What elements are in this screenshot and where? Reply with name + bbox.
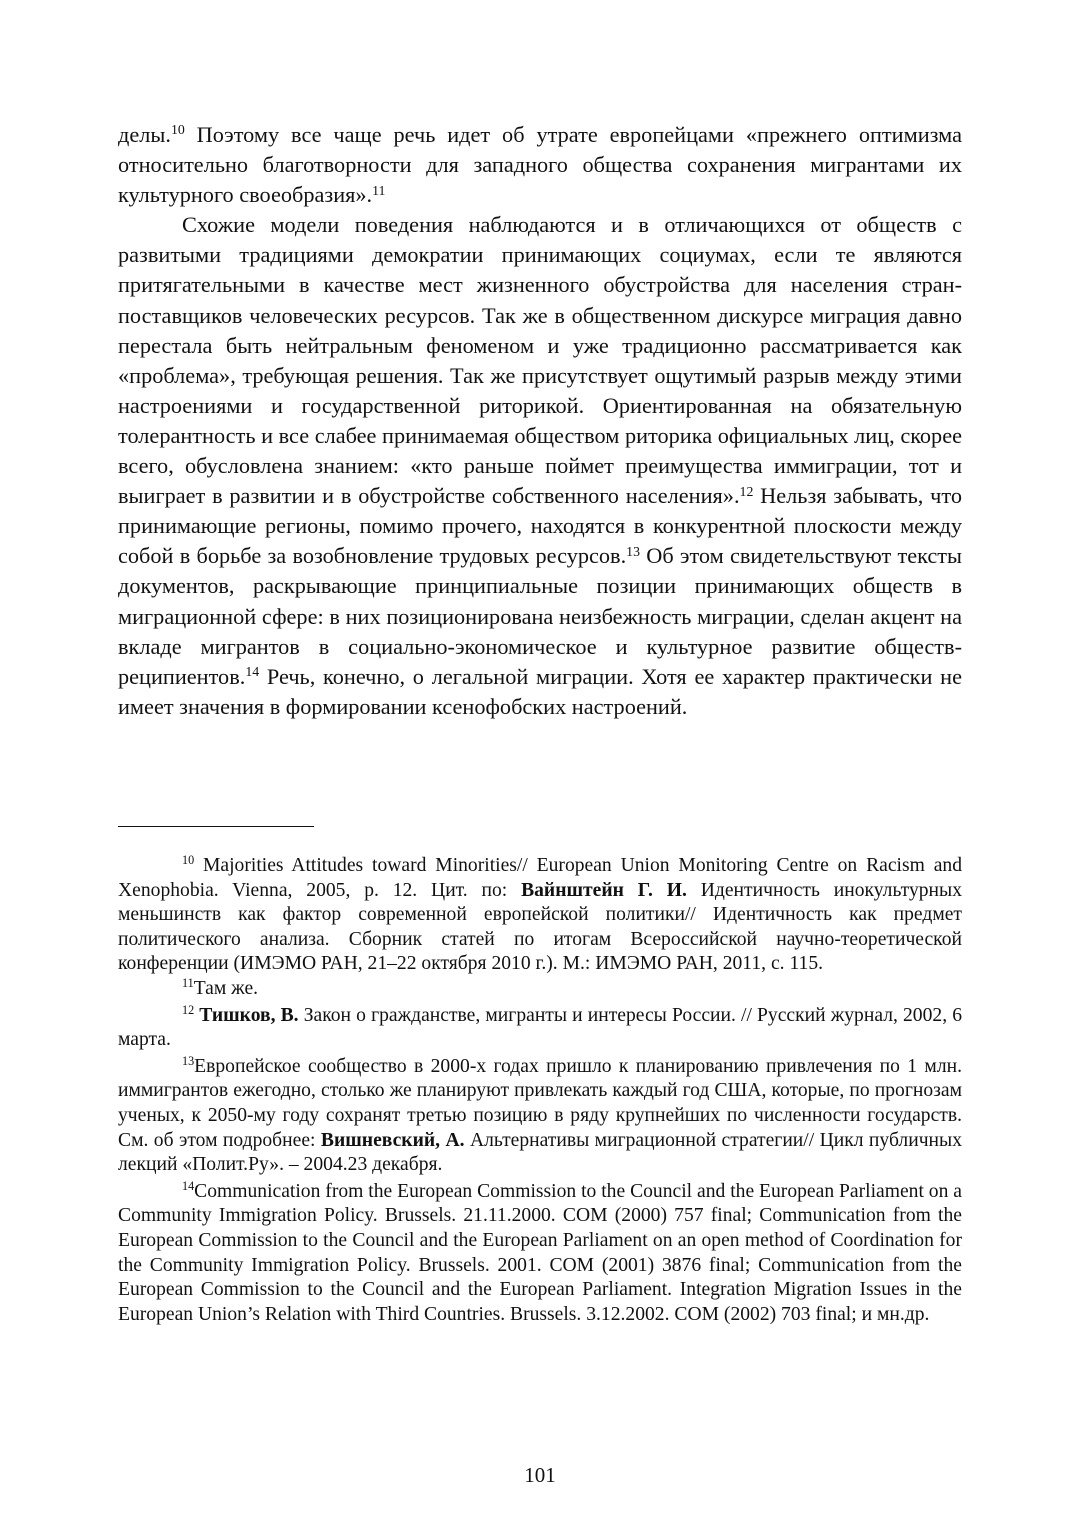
footnote-13: $^{13}$Европейское сообщество в 2000-х годах пришло к планированию привлечения по 1 млн. иммигрантов ежегодно, столько же планируют привлекать каждый год США, которые, по прогнозам ученых, к 2050-му году сохранят третью позицию в ряду крупнейших по численности государств. См. об этом подробнее: Вишневский, А. Альтернативы миграционной стратегии// Цикл публичных лекций «Полит.Ру». – 2004.23 декабря. [118, 1054, 963, 1176]
footnote-12: $^{12}$ Тишков, В. Закон о гражданстве, мигранты и интересы России. // Русский журнал, 2002, 6 марта. [118, 1002, 963, 1051]
footnote-ref-13: 13 [626, 543, 640, 559]
footnote-10: $^{10}$ Majorities Attitudes toward Minorities// European Union Monitoring Centre on Racism and Xenophobia. Vienna, 2005, p. 12. Цит. по: Вайнштейн Г. И. Идентичность инокультурных меньшинств как фактор современной европейской политики// Идентичность как предмет политического анализа. Сборник статей по итогам Всероссийской научно-теоретической конференции (ИМЭМО РАН, 21–22 октября 2010 г.). М.: ИМЭМО РАН, 2011, с. 115. [118, 853, 962, 975]
footnote-ref-10: 10 [170, 122, 185, 138]
author-name: Вишневский, А. [320, 1129, 465, 1151]
footnote-14: $^{14}$Communication from the European Commission to the Council and the European Parliament on a Community Immigration Policy. Brussels. 21.11.2000. COM (2000) 757 final; Communication from the European Commission to the Council and the European Parliament on an open method of Coordination for the Community Immigration Policy. Brussels. 2001. COM (2001) 3876 final; Communication from the European Commission to the Council and the European Parliament. Integration Migration Issues in the European Union’s Relation with Third Countries. Brussels. 3.12.2002. COM (2002) 703 final; и мн.др. [118, 1179, 962, 1325]
paragraph-1: делы.$^{10}$ Поэтому все чаще речь идет об утрате европейцами «прежнего оптимизма относительно благотворности для западного общества сохранения мигрантами их культурного своеобразия».$^{11}$ [118, 122, 962, 208]
footnote-ref-11: 11 [372, 182, 386, 198]
author-name: Вайнштейн Г. И. [521, 879, 687, 901]
page-number: 101 [524, 1463, 556, 1487]
footnote-separator [118, 826, 314, 827]
footnote-11: $^{11}$Там же. [182, 976, 259, 999]
footnote-ref-12: 12 [739, 483, 754, 499]
footnote-ref-14: 14 [245, 664, 260, 680]
author-name: Тишков, В. [194, 1004, 299, 1026]
main-text [118, 120, 962, 722]
paragraph-2: Схожие модели поведения наблюдаются и в отличающихся от обществ с развитыми традициями демократии принимающих социумах, если те являются притягательными в качестве мест жизненного обустройства для населения стран-поставщиков человеческих ресурсов. Так же в общественном дискурсе миграция давно перестала быть нейтральным феноменом и уже традиционно рассматривается как «проблема», требующая решения. Так же присутствует ощутимый разрыв между этими настроениями и государственной риторикой. Ориентированная на обязательную толерантность и все слабее принимаемая обществом риторика официальных лиц, скорее всего, обусловлена знанием: «кто раньше поймет преимущества иммиграции, тот и выиграет в развитии и в обустройстве собственного населения».$^{12}$ Нельзя забывать, что принимающие регионы, помимо прочего, находятся в конкурентной плоскости между собой в борьбе за возобновление трудовых ресурсов.$^{13}$ Об этом свидетельствуют тексты документов, раскрывающие принципиальные позиции принимающих обществ в миграционной сфере: в них позиционирована неизбежность миграции, сделан акцент на вкладе мигрантов в социально-экономическое и культурное развитие обществ-реципиентов.$^{14}$ Речь, конечно, о легальной миграции. Хотя ее характер практически не имеет значения в формировании ксенофобских настроений. [118, 212, 962, 719]
footnotes [118, 854, 962, 1327]
